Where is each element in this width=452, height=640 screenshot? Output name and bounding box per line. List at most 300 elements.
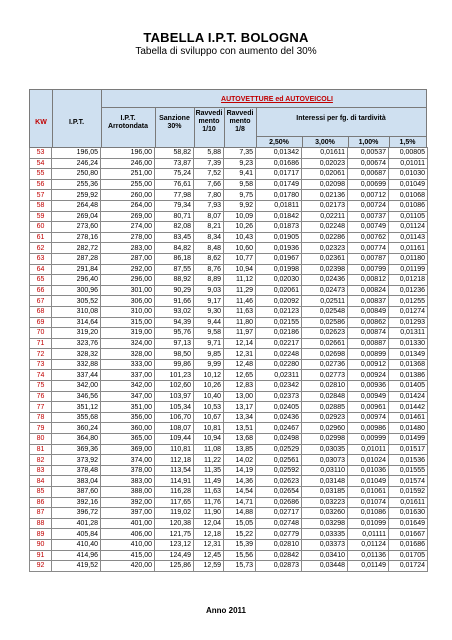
value-cell: 397,00 [101,508,155,519]
table-row [30,381,428,392]
value-cell: 296,00 [101,275,155,286]
value-cell: 401,28 [52,518,101,529]
value-cell: 0,02779 [256,529,302,540]
value-cell: 0,02810 [302,381,348,392]
value-cell: 383,00 [101,476,155,487]
value-cell: 0,01255 [389,296,428,307]
value-cell: 347,00 [101,391,155,402]
value-cell: 373,92 [52,455,101,466]
value-cell: 0,02473 [302,285,348,296]
value-cell: 319,20 [52,328,101,339]
value-cell: 88,92 [155,275,194,286]
value-cell: 0,01099 [348,518,389,529]
value-cell: 342,00 [101,381,155,392]
value-cell: 0,01011 [389,158,428,169]
value-cell: 337,00 [101,370,155,381]
kw-cell: 67 [30,296,52,307]
value-cell: 0,02698 [302,349,348,360]
table-row [30,190,428,201]
kw-cell: 83 [30,465,52,476]
value-cell: 15,56 [224,550,256,561]
value-cell: 75,24 [155,169,194,180]
value-cell: 10,67 [194,412,224,423]
value-cell: 0,00674 [348,158,389,169]
table-row [30,423,428,434]
value-cell: 246,24 [52,158,101,169]
value-cell: 110,81 [155,444,194,455]
value-cell: 405,84 [52,529,101,540]
value-cell: 0,02885 [302,402,348,413]
value-cell: 0,01667 [389,529,428,540]
value-cell: 0,02686 [256,497,302,508]
col-rate-2-5: 2,50% [269,139,289,146]
value-cell: 11,29 [224,285,256,296]
value-cell: 364,80 [52,434,101,445]
value-cell: 0,00687 [348,169,389,180]
value-cell: 0,02773 [302,370,348,381]
value-cell: 0,02873 [256,561,302,572]
table-row [30,169,428,180]
footer-year: Anno 2011 [205,606,246,615]
value-cell: 0,03073 [302,455,348,466]
value-cell: 9,58 [224,179,256,190]
value-cell: 0,02023 [302,158,348,169]
value-cell: 0,00837 [348,296,389,307]
value-cell: 0,01967 [256,253,302,264]
value-cell: 103,97 [155,391,194,402]
value-cell: 0,01105 [389,211,428,222]
value-cell: 0,01149 [348,561,389,572]
table-row [30,285,428,296]
value-cell: 0,01293 [389,317,428,328]
value-cell: 0,01630 [389,508,428,519]
value-cell: 0,01086 [348,508,389,519]
value-cell: 0,01686 [389,539,428,550]
kw-cell: 61 [30,232,52,243]
value-cell: 79,34 [155,200,194,211]
table-row [30,497,428,508]
value-cell: 0,01842 [256,211,302,222]
value-cell: 0,01686 [256,158,302,169]
value-cell: 374,00 [101,455,155,466]
value-cell: 0,00924 [348,370,389,381]
value-cell: 58,82 [155,148,194,159]
value-cell: 84,82 [155,243,194,254]
value-cell: 328,32 [52,349,101,360]
value-cell: 93,02 [155,306,194,317]
value-cell: 410,40 [52,539,101,550]
value-cell: 7,35 [224,148,256,159]
value-cell: 123,12 [155,539,194,550]
value-cell: 12,83 [224,381,256,392]
value-cell: 108,07 [155,423,194,434]
table-row [30,476,428,487]
value-cell: 113,54 [155,465,194,476]
table-row [30,529,428,540]
value-cell: 11,46 [224,296,256,307]
value-cell: 0,01068 [389,190,428,201]
value-cell: 106,70 [155,412,194,423]
kw-cell: 59 [30,211,52,222]
table-row [30,550,428,561]
value-cell: 95,76 [155,328,194,339]
value-cell: 315,00 [101,317,155,328]
value-cell: 0,02586 [302,317,348,328]
value-cell: 0,01143 [389,232,428,243]
value-cell: 0,03223 [302,497,348,508]
data-rows [29,147,428,572]
table-row [30,338,428,349]
value-cell: 351,12 [52,402,101,413]
value-cell: 121,75 [155,529,194,540]
value-cell: 0,01386 [389,370,428,381]
table-row [30,306,428,317]
kw-cell: 57 [30,190,52,201]
value-cell: 9,75 [224,190,256,201]
value-cell: 0,01136 [348,550,389,561]
value-cell: 0,01811 [256,200,302,211]
value-cell: 406,00 [101,529,155,540]
value-cell: 0,00936 [348,381,389,392]
value-cell: 0,00774 [348,243,389,254]
kw-cell: 54 [30,158,52,169]
table-row [30,328,428,339]
value-cell: 337,44 [52,370,101,381]
value-cell: 282,72 [52,243,101,254]
kw-cell: 92 [30,561,52,572]
table-row [30,434,428,445]
value-cell: 0,00749 [348,222,389,233]
value-cell: 0,02623 [256,476,302,487]
kw-cell: 74 [30,370,52,381]
table-row [30,200,428,211]
value-cell: 13,51 [224,423,256,434]
value-cell: 12,14 [224,338,256,349]
kw-cell: 77 [30,402,52,413]
value-cell: 0,00961 [348,402,389,413]
value-cell: 0,00849 [348,306,389,317]
value-cell: 7,39 [194,158,224,169]
value-cell: 323,76 [52,338,101,349]
kw-cell: 60 [30,222,52,233]
kw-cell: 62 [30,243,52,254]
value-cell: 0,02405 [256,402,302,413]
value-cell: 9,30 [194,306,224,317]
value-cell: 7,66 [194,179,224,190]
value-cell: 0,02498 [256,434,302,445]
value-cell: 264,48 [52,200,101,211]
value-cell: 94,39 [155,317,194,328]
value-cell: 0,02467 [256,423,302,434]
value-cell: 12,45 [194,550,224,561]
value-cell: 260,00 [101,190,155,201]
value-cell: 369,36 [52,444,101,455]
kw-cell: 78 [30,412,52,423]
value-cell: 0,00986 [348,423,389,434]
kw-cell: 65 [30,275,52,286]
value-cell: 0,01274 [389,306,428,317]
value-cell: 73,87 [155,158,194,169]
value-cell: 0,00799 [348,264,389,275]
value-cell: 414,96 [52,550,101,561]
value-cell: 10,81 [194,423,224,434]
kw-cell: 66 [30,285,52,296]
table-row [30,391,428,402]
value-cell: 0,02592 [256,465,302,476]
table-row [30,158,428,169]
value-cell: 269,04 [52,211,101,222]
value-cell: 0,02548 [302,306,348,317]
value-cell: 0,01086 [389,200,428,211]
value-cell: 0,02529 [256,444,302,455]
kw-cell: 86 [30,497,52,508]
value-cell: 14,19 [224,465,256,476]
value-cell: 0,01705 [389,550,428,561]
value-cell: 9,99 [194,359,224,370]
value-cell: 109,44 [155,434,194,445]
value-cell: 13,34 [224,412,256,423]
value-cell: 10,53 [194,402,224,413]
value-cell: 0,01461 [389,412,428,423]
value-cell: 0,02810 [256,539,302,550]
value-cell: 0,02311 [256,370,302,381]
value-cell: 8,62 [194,253,224,264]
table-row [30,465,428,476]
value-cell: 0,00949 [348,391,389,402]
kw-cell: 91 [30,550,52,561]
value-cell: 12,59 [194,561,224,572]
value-cell: 342,00 [52,381,101,392]
value-cell: 11,63 [224,306,256,317]
value-cell: 305,52 [52,296,101,307]
value-cell: 273,60 [52,222,101,233]
value-cell: 410,00 [101,539,155,550]
col-ravvedimento-8: Ravvedi mento 1/8 [226,110,254,133]
value-cell: 13,00 [224,391,256,402]
value-cell: 365,00 [101,434,155,445]
col-interessi: Interessi per fg. di tardività [296,115,386,122]
value-cell: 82,08 [155,222,194,233]
kw-cell: 53 [30,148,52,159]
value-cell: 13,68 [224,434,256,445]
kw-cell: 63 [30,253,52,264]
value-cell: 14,88 [224,508,256,519]
value-cell: 0,02561 [256,455,302,466]
value-cell: 0,02717 [256,508,302,519]
value-cell: 378,48 [52,465,101,476]
value-cell: 0,00737 [348,211,389,222]
value-cell: 388,00 [101,487,155,498]
kw-cell: 73 [30,359,52,370]
value-cell: 12,18 [194,529,224,540]
value-cell: 306,00 [101,296,155,307]
value-cell: 7,93 [194,200,224,211]
value-cell: 415,00 [101,550,155,561]
value-cell: 264,00 [101,200,155,211]
value-cell: 0,02248 [302,222,348,233]
value-cell: 287,00 [101,253,155,264]
value-cell: 0,01011 [348,444,389,455]
value-cell: 11,08 [194,444,224,455]
value-cell: 12,31 [224,349,256,360]
kw-cell: 55 [30,169,52,180]
value-cell: 0,00805 [389,148,428,159]
value-cell: 369,00 [101,444,155,455]
value-cell: 87,55 [155,264,194,275]
value-cell: 255,36 [52,179,101,190]
value-cell: 8,48 [194,243,224,254]
value-cell: 324,00 [101,338,155,349]
value-cell: 360,24 [52,423,101,434]
value-cell: 0,02323 [302,243,348,254]
value-cell: 332,88 [52,359,101,370]
value-cell: 0,01724 [389,561,428,572]
value-cell: 0,01030 [389,169,428,180]
value-cell: 11,35 [194,465,224,476]
value-cell: 0,02842 [256,550,302,561]
value-cell: 0,01611 [389,497,428,508]
value-cell: 7,80 [194,190,224,201]
value-cell: 10,43 [224,232,256,243]
value-cell: 283,00 [101,243,155,254]
value-cell: 0,00874 [348,328,389,339]
value-cell: 9,23 [224,158,256,169]
value-cell: 9,92 [224,200,256,211]
value-cell: 0,02361 [302,253,348,264]
value-cell: 11,12 [224,275,256,286]
col-ravvedimento-10: Ravvedi mento 1/10 [195,110,223,133]
value-cell: 0,01124 [348,539,389,550]
value-cell: 0,02092 [256,296,302,307]
value-cell: 269,00 [101,211,155,222]
value-cell: 91,66 [155,296,194,307]
value-cell: 0,02736 [302,359,348,370]
value-cell: 83,45 [155,232,194,243]
table-row [30,487,428,498]
value-cell: 102,60 [155,381,194,392]
kw-cell: 56 [30,179,52,190]
value-cell: 0,01998 [256,264,302,275]
kw-cell: 79 [30,423,52,434]
value-cell: 392,00 [101,497,155,508]
value-cell: 0,02211 [302,211,348,222]
value-cell: 117,65 [155,497,194,508]
value-cell: 0,01749 [256,179,302,190]
table-row [30,148,428,159]
value-cell: 120,38 [155,518,194,529]
value-cell: 0,01342 [256,148,302,159]
value-cell: 0,01592 [389,487,428,498]
value-cell: 0,02511 [302,296,348,307]
value-cell: 11,49 [194,476,224,487]
kw-cell: 58 [30,200,52,211]
value-cell: 15,22 [224,529,256,540]
table-row [30,243,428,254]
value-cell: 310,08 [52,306,101,317]
value-cell: 296,40 [52,275,101,286]
table-row [30,317,428,328]
table-row [30,444,428,455]
table-row [30,275,428,286]
value-cell: 0,03148 [302,476,348,487]
value-cell: 0,03035 [302,444,348,455]
value-cell: 0,02030 [256,275,302,286]
value-cell: 0,03260 [302,508,348,519]
value-cell: 0,02136 [302,190,348,201]
value-cell: 0,01611 [302,148,348,159]
value-cell: 0,00712 [348,190,389,201]
kw-cell: 88 [30,518,52,529]
value-cell: 0,02280 [256,359,302,370]
value-cell: 0,01717 [256,169,302,180]
value-cell: 310,00 [101,306,155,317]
value-cell: 0,00699 [348,179,389,190]
value-cell: 287,28 [52,253,101,264]
value-cell: 0,00787 [348,253,389,264]
value-cell: 0,00537 [348,148,389,159]
value-cell: 0,01024 [348,455,389,466]
document-subtitle: Tabella di sviluppo con aumento del 30% [135,46,317,57]
kw-cell: 69 [30,317,52,328]
value-cell: 0,02654 [256,487,302,498]
value-cell: 119,02 [155,508,194,519]
value-cell: 12,31 [194,539,224,550]
table-row [30,349,428,360]
value-cell: 0,01049 [389,179,428,190]
value-cell: 5,88 [194,148,224,159]
value-cell: 360,00 [101,423,155,434]
table-row [30,508,428,519]
value-cell: 12,04 [194,518,224,529]
value-cell: 8,21 [194,222,224,233]
value-cell: 250,80 [52,169,101,180]
value-cell: 0,03410 [302,550,348,561]
table-row [30,232,428,243]
value-cell: 0,01480 [389,423,428,434]
value-cell: 14,54 [224,487,256,498]
col-kw: KW [35,119,47,126]
value-cell: 0,02661 [302,338,348,349]
value-cell: 274,00 [101,222,155,233]
value-cell: 8,07 [194,211,224,222]
kw-cell: 89 [30,529,52,540]
table-header [29,89,427,148]
value-cell: 105,34 [155,402,194,413]
value-cell: 9,58 [194,328,224,339]
value-cell: 420,00 [101,561,155,572]
value-cell: 255,00 [101,179,155,190]
value-cell: 10,40 [194,391,224,402]
value-cell: 10,26 [224,222,256,233]
kw-cell: 90 [30,539,52,550]
value-cell: 0,02286 [302,232,348,243]
value-cell: 0,01218 [389,275,428,286]
value-cell: 291,84 [52,264,101,275]
table-row [30,179,428,190]
value-cell: 13,85 [224,444,256,455]
value-cell: 0,02217 [256,338,302,349]
kw-cell: 72 [30,349,52,360]
value-cell: 0,02436 [302,275,348,286]
value-cell: 12,65 [224,370,256,381]
value-cell: 8,76 [194,264,224,275]
value-cell: 0,01074 [348,497,389,508]
value-cell: 401,00 [101,518,155,529]
value-cell: 0,01442 [389,402,428,413]
category-band: AUTOVETTURE ed AUTOVEICOLI [221,96,333,103]
value-cell: 14,02 [224,455,256,466]
value-cell: 10,12 [194,370,224,381]
